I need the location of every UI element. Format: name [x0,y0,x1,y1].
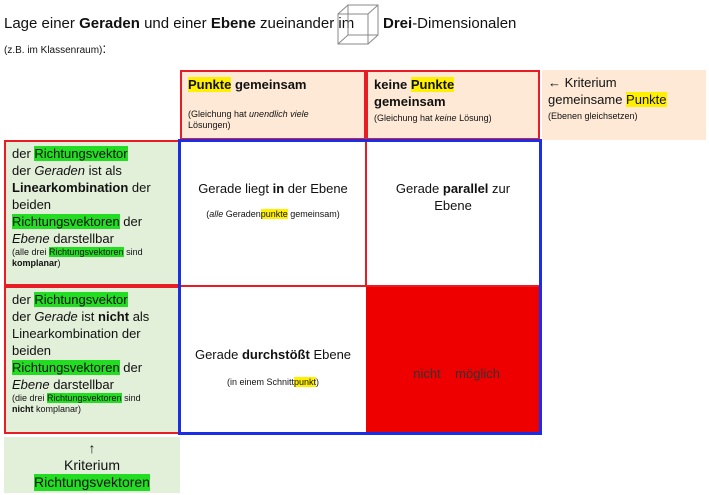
page-title-suffix: Drei-Dimensionalen [383,15,517,32]
page-title: Lage einer Geraden und einer Ebene zueinander im [4,15,355,32]
page-subtitle: (z.B. im Klassenraum): [4,40,107,56]
cell-impossible: nicht möglich [366,286,540,432]
header-no-points: keine Punkte gemeinsam (Gleichung hat keine Lösung) [366,70,540,140]
row-header-coplanar: der Richtungsvektor der Geraden ist als Linearkombination der beiden Richtungsvektoren der Ebene darstellbar (alle drei Richtungsvektoren sind komplanar) [4,140,180,286]
blue-frame [178,139,542,435]
cube-icon [335,2,381,48]
cell-line-in-plane: Gerade liegt in der Ebene (alle Geradenpunkte gemeinsam) [198,181,348,219]
criterion-direction-vectors: ↑ Kriterium Richtungsvektoren [4,437,180,493]
header-criterion-points: ← Kriterium gemeinsame Punkte (Ebenen gleichsetzen) [542,70,706,140]
header-points-common: Punkte gemeinsam (Gleichung hat unendlich viele Lösungen) [180,70,366,140]
cell-line-intersects: Gerade durchstößt Ebene (in einem Schnittpunkt) [194,347,352,387]
cell-line-parallel: Gerade parallel zur Ebene [395,181,511,213]
row-header-not-coplanar: der Richtungsvektor der Gerade ist nicht als Linearkombination der beiden Richtungsvektoren der Ebene darstellbar (die drei Richtungsvektoren sind nicht komplanar) [4,286,180,434]
